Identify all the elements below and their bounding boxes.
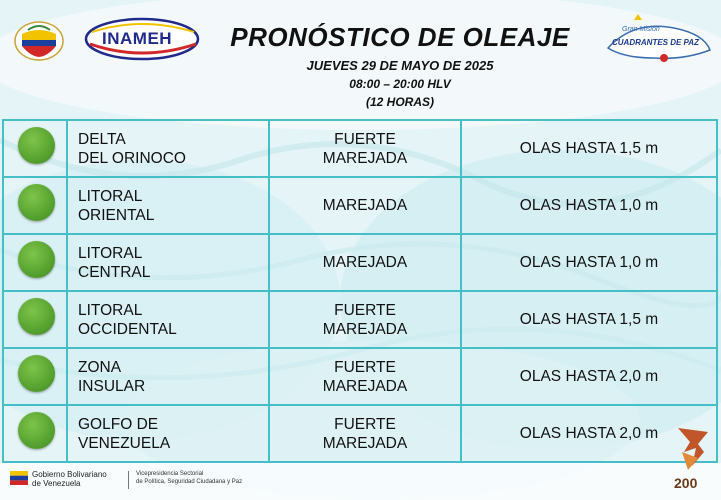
forecast-row bbox=[3, 120, 717, 177]
inameh-logo-text: INAMEH bbox=[102, 29, 173, 48]
wave-height: OLAS HASTA 2,0 m bbox=[519, 425, 659, 442]
zone-name-line1: DELTA bbox=[78, 130, 126, 148]
cuadrantes-line2: CUADRANTES DE PAZ bbox=[612, 38, 699, 47]
zone-cell bbox=[67, 405, 269, 462]
zone-name-line1: LITORAL bbox=[78, 187, 143, 205]
sea-state-line2: MAREJADA bbox=[322, 149, 408, 167]
status-cell bbox=[3, 291, 67, 348]
zone-cell bbox=[67, 177, 269, 234]
forecast-row bbox=[3, 405, 717, 462]
status-indicator-icon bbox=[18, 127, 55, 164]
wave-height-cell bbox=[461, 177, 717, 234]
footer-divider bbox=[128, 471, 129, 489]
status-cell bbox=[3, 120, 67, 177]
sea-state-cell bbox=[269, 120, 461, 177]
status-indicator-icon bbox=[18, 298, 55, 335]
government-name bbox=[32, 470, 107, 488]
footer bbox=[0, 463, 721, 500]
forecast-time-range: 08:00 – 20:00 HLV bbox=[349, 77, 451, 91]
zone-name-line2: VENEZUELA bbox=[78, 434, 171, 452]
sea-state-line2: MAREJADA bbox=[322, 320, 408, 338]
zone-name-line1: LITORAL bbox=[78, 244, 143, 262]
status-indicator-icon bbox=[18, 184, 55, 221]
wave-height-cell bbox=[461, 234, 717, 291]
wave-height-cell bbox=[461, 348, 717, 405]
forecast-row bbox=[3, 177, 717, 234]
government-logo bbox=[10, 468, 130, 492]
vicepresidency-line2: de Política, Seguridad Ciudadana y Paz bbox=[136, 479, 243, 485]
zone-name-line2: ORIENTAL bbox=[78, 206, 155, 224]
zone-cell bbox=[67, 348, 269, 405]
wave-height: OLAS HASTA 1,5 m bbox=[519, 311, 659, 328]
forecast-date: JUEVES 29 DE MAYO DE 2025 bbox=[306, 58, 494, 73]
forecast-table bbox=[2, 119, 718, 463]
bicentennial-emblem-icon bbox=[668, 422, 716, 496]
government-line1: Gobierno Bolivariano bbox=[32, 470, 107, 479]
sea-state-line1: FUERTE bbox=[334, 415, 396, 433]
sea-state-line2: MAREJADA bbox=[322, 377, 408, 395]
cuadrantes-line1: Gran Misión bbox=[622, 26, 660, 33]
sea-state-cell bbox=[269, 234, 461, 291]
zone-name-line2: CENTRAL bbox=[78, 263, 151, 281]
sea-state-line1: FUERTE bbox=[334, 130, 396, 148]
inameh-logo bbox=[84, 14, 204, 64]
zone-name-line1: LITORAL bbox=[78, 301, 143, 319]
zone-name-line2: INSULAR bbox=[78, 377, 146, 395]
status-indicator-icon bbox=[18, 412, 55, 449]
zone-name-line1: ZONA bbox=[78, 358, 122, 376]
page-title: PRONÓSTICO DE OLEAJE bbox=[230, 22, 570, 52]
zone-name-line2: DEL ORINOCO bbox=[78, 149, 186, 167]
sea-state-cell bbox=[269, 405, 461, 462]
wave-height: OLAS HASTA 1,5 m bbox=[519, 140, 659, 157]
sea-state-cell bbox=[269, 177, 461, 234]
sea-state-line2: MAREJADA bbox=[322, 254, 408, 271]
status-cell bbox=[3, 177, 67, 234]
status-cell bbox=[3, 234, 67, 291]
status-indicator-icon bbox=[18, 355, 55, 392]
sea-state-cell bbox=[269, 348, 461, 405]
sea-state-line1: FUERTE bbox=[334, 358, 396, 376]
vicepresidency-line1: Vicepresidencia Sectorial bbox=[136, 471, 204, 477]
status-indicator-icon bbox=[18, 241, 55, 278]
cuadrantes-de-paz-logo bbox=[604, 14, 714, 68]
wave-height: OLAS HASTA 1,0 m bbox=[519, 254, 659, 271]
status-cell bbox=[3, 348, 67, 405]
emblem-text: 200 bbox=[674, 475, 698, 491]
sea-state-line1: FUERTE bbox=[334, 301, 396, 319]
forecast-row bbox=[3, 234, 717, 291]
zone-cell bbox=[67, 291, 269, 348]
zone-name-line1: GOLFO DE bbox=[78, 415, 159, 433]
forecast-row bbox=[3, 291, 717, 348]
forecast-row bbox=[3, 348, 717, 405]
venezuela-coat-of-arms-icon bbox=[14, 20, 64, 62]
sea-state-line2: MAREJADA bbox=[322, 197, 408, 214]
status-cell bbox=[3, 405, 67, 462]
sea-state-line2: MAREJADA bbox=[322, 434, 408, 452]
vicepresidency-name bbox=[136, 470, 242, 486]
wave-height-cell bbox=[461, 291, 717, 348]
government-line2: de Venezuela bbox=[32, 479, 81, 488]
venezuela-flag-icon bbox=[10, 471, 28, 485]
zone-cell bbox=[67, 120, 269, 177]
zone-cell bbox=[67, 234, 269, 291]
zone-name-line2: OCCIDENTAL bbox=[78, 320, 177, 338]
wave-height-cell bbox=[461, 120, 717, 177]
wave-height: OLAS HASTA 1,0 m bbox=[519, 197, 659, 214]
header bbox=[0, 0, 721, 118]
sea-state-cell bbox=[269, 291, 461, 348]
wave-height: OLAS HASTA 2,0 m bbox=[519, 368, 659, 385]
forecast-duration: (12 HORAS) bbox=[365, 95, 434, 109]
